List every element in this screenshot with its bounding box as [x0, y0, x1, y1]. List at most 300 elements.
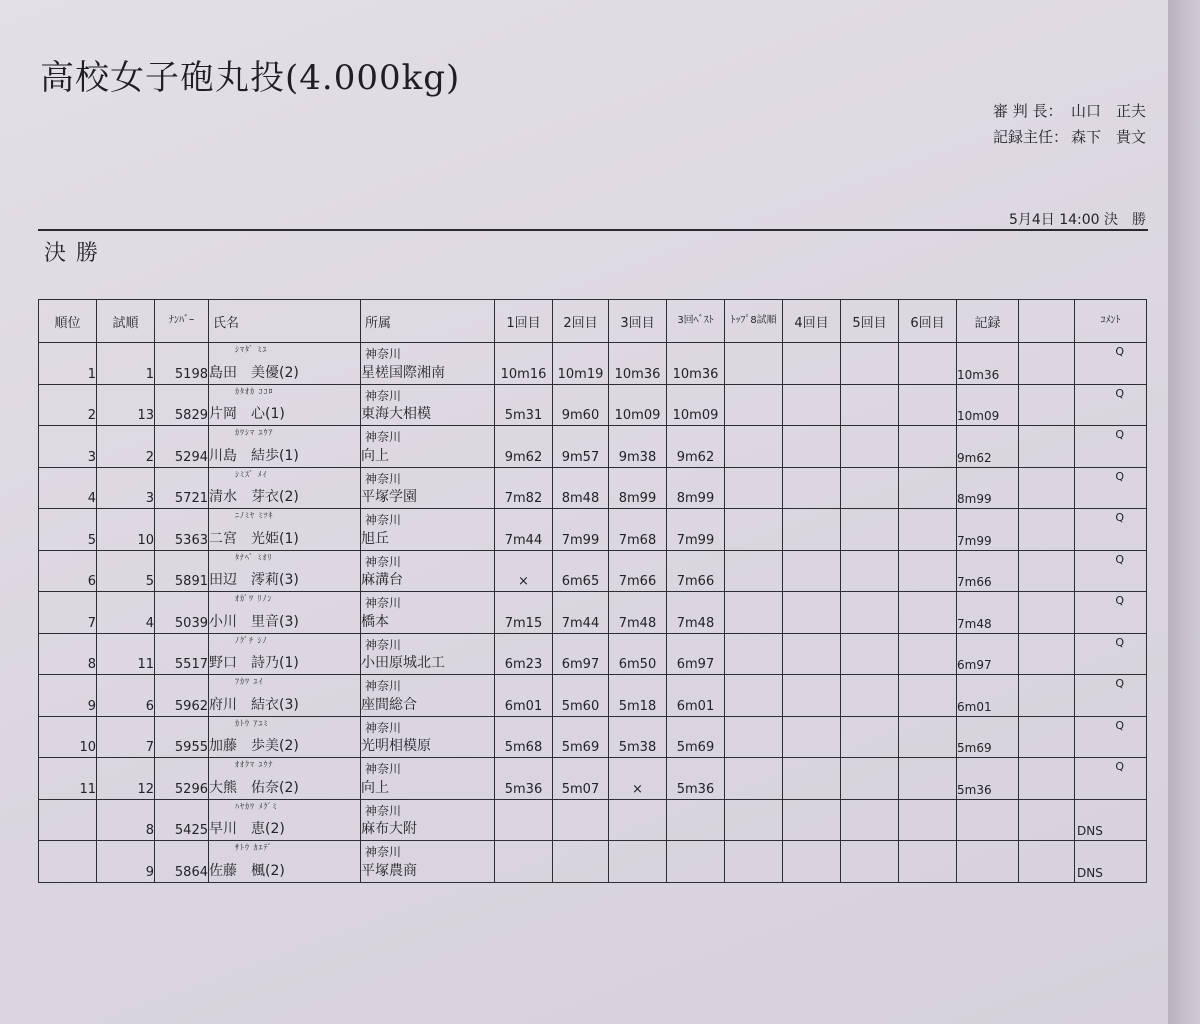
order-cell: 13 — [97, 384, 155, 426]
trial-3-cell: 5m38 — [609, 716, 667, 758]
comment-text: Q — [1115, 511, 1124, 524]
trial-2-cell: 9m57 — [553, 426, 609, 468]
comment-cell — [1075, 716, 1147, 758]
top8-order-cell — [725, 467, 783, 509]
comment-text: Q — [1115, 635, 1124, 649]
comment-text: Q — [1115, 428, 1124, 441]
record-cell: 10m36 — [957, 343, 1019, 385]
trial-3-cell — [609, 799, 667, 841]
header-name: 氏名 — [209, 300, 361, 343]
bib-number-cell: 5864 — [155, 841, 209, 883]
bib-number-cell: 5425 — [155, 799, 209, 841]
trial-1-cell: 7m15 — [495, 592, 553, 634]
team-name: 麻布大附 — [361, 821, 417, 837]
trial-2-cell: 8m48 — [553, 467, 609, 509]
table-row — [39, 467, 1147, 509]
team-cell — [361, 675, 495, 717]
rank-cell: 10 — [39, 716, 97, 758]
top8-order-cell — [725, 343, 783, 385]
header-comment: ｺﾒﾝﾄ — [1075, 300, 1147, 343]
top8-order-cell — [725, 384, 783, 426]
comment-cell — [1075, 550, 1147, 592]
table-row — [39, 758, 1147, 800]
results-table — [38, 299, 1147, 883]
blank-cell — [1019, 467, 1075, 509]
recorder-name: 森下 貴文 — [1070, 128, 1146, 146]
trial-3-cell: 7m68 — [609, 509, 667, 551]
trial-1-cell: 10m16 — [495, 343, 553, 385]
comment-cell — [1075, 592, 1147, 634]
athlete-name: 片岡 心(1) — [209, 406, 285, 422]
header-best-3: 3回ﾍﾞｽﾄ — [667, 300, 725, 343]
trial-1-cell: 5m68 — [495, 716, 553, 758]
trial-6-cell — [899, 716, 957, 758]
order-cell: 4 — [97, 592, 155, 634]
trial-1-cell: 7m44 — [495, 509, 553, 551]
trial-5-cell — [841, 509, 899, 551]
comment-text: Q — [1115, 677, 1124, 690]
record-cell: 7m99 — [957, 509, 1019, 551]
top8-order-cell — [725, 716, 783, 758]
team-cell — [361, 841, 495, 883]
athlete-name: 島田 美優(2) — [209, 364, 299, 381]
header-divider — [38, 229, 1148, 231]
best-3-cell: 5m69 — [667, 716, 725, 758]
rank-cell: 4 — [39, 467, 97, 509]
event-title: 高校女子砲丸投(4.000kg) — [40, 58, 461, 98]
trial-6-cell — [899, 343, 957, 385]
record-cell: 7m66 — [957, 550, 1019, 592]
trial-1-cell — [495, 841, 553, 883]
best-3-cell — [667, 841, 725, 883]
trial-3-cell — [609, 841, 667, 883]
team-name: 東海大相模 — [361, 406, 431, 422]
team-cell — [361, 592, 495, 634]
team-cell — [361, 716, 495, 758]
record-cell: 5m36 — [957, 758, 1019, 800]
rank-cell: 7 — [39, 592, 97, 634]
comment-cell — [1075, 758, 1147, 800]
team-cell — [361, 799, 495, 841]
bib-number-cell: 5198 — [155, 343, 209, 385]
name-kana: ﾊﾔｶﾜ ﾒｸﾞﾐ — [235, 801, 278, 811]
trial-5-cell — [841, 467, 899, 509]
comment-cell — [1075, 675, 1147, 717]
team-name: 橋本 — [361, 613, 389, 630]
best-3-cell: 6m01 — [667, 675, 725, 717]
team-cell — [361, 509, 495, 551]
team-cell — [361, 633, 495, 675]
athlete-name: 佐藤 楓(2) — [209, 862, 285, 879]
trial-4-cell — [783, 841, 841, 883]
trial-6-cell — [899, 592, 957, 634]
trial-4-cell — [783, 509, 841, 551]
record-cell: 8m99 — [957, 467, 1019, 509]
referee-name: 山口 正夫 — [1070, 102, 1146, 120]
comment-text: DNS — [1077, 824, 1103, 838]
trial-6-cell — [899, 799, 957, 841]
rank-cell: 6 — [39, 550, 97, 592]
trial-6-cell — [899, 758, 957, 800]
comment-cell — [1075, 841, 1147, 883]
trial-1-cell — [495, 799, 553, 841]
name-kana: ﾉｸﾞﾁ ｼﾉ — [235, 635, 268, 645]
trial-5-cell — [841, 343, 899, 385]
header-trial-3: 3回目 — [609, 300, 667, 343]
header-rank: 順位 — [39, 300, 97, 343]
trial-6-cell — [899, 550, 957, 592]
header-team: 所属 — [361, 300, 495, 343]
trial-3-cell: 10m09 — [609, 384, 667, 426]
bib-number-cell: 5517 — [155, 633, 209, 675]
blank-cell — [1019, 426, 1075, 468]
order-cell: 6 — [97, 675, 155, 717]
team-cell — [361, 343, 495, 385]
athlete-name: 野口 詩乃(1) — [209, 655, 299, 671]
athlete-name: 川島 結歩(1) — [209, 447, 299, 464]
trial-1-cell: 5m36 — [495, 758, 553, 800]
best-3-cell: 10m09 — [667, 384, 725, 426]
rank-cell — [39, 799, 97, 841]
bib-number-cell: 5363 — [155, 509, 209, 551]
bib-number-cell: 5294 — [155, 426, 209, 468]
name-kana: ﾌｶﾜ ﾕｲ — [235, 677, 264, 686]
name-kana: ｵｵｸﾏ ﾕｳﾅ — [235, 760, 274, 769]
prefecture: 神奈川 — [365, 388, 402, 403]
athlete-name: 清水 芽衣(2) — [209, 489, 299, 505]
blank-cell — [1019, 509, 1075, 551]
trial-2-cell: 5m07 — [553, 758, 609, 800]
best-3-cell: 7m99 — [667, 509, 725, 551]
trial-2-cell: 5m60 — [553, 675, 609, 717]
table-row — [39, 799, 1147, 841]
trial-1-cell: 9m62 — [495, 426, 553, 468]
trial-6-cell — [899, 384, 957, 426]
trial-3-cell: 10m36 — [609, 343, 667, 385]
trial-2-cell — [553, 799, 609, 841]
trial-5-cell — [841, 716, 899, 758]
best-3-cell: 5m36 — [667, 758, 725, 800]
header-trial-1: 1回目 — [495, 300, 553, 343]
table-row — [39, 509, 1147, 551]
trial-5-cell — [841, 758, 899, 800]
name-kana: ｶﾄｳ ｱﾕﾐ — [235, 718, 269, 728]
prefecture: 神奈川 — [365, 554, 402, 569]
rank-cell: 3 — [39, 426, 97, 468]
name-kana: ｵｶﾞﾜ ﾘﾉﾝ — [235, 594, 273, 603]
header-trial-4: 4回目 — [783, 300, 841, 343]
team-name: 平塚農商 — [361, 862, 417, 879]
order-cell: 2 — [97, 426, 155, 468]
header-trial-2: 2回目 — [553, 300, 609, 343]
rank-cell: 1 — [39, 343, 97, 385]
prefecture: 神奈川 — [365, 679, 402, 693]
blank-cell — [1019, 550, 1075, 592]
paper-edge — [1168, 0, 1200, 1024]
top8-order-cell — [725, 758, 783, 800]
header-blank — [1019, 300, 1075, 343]
record-cell — [957, 841, 1019, 883]
blank-cell — [1019, 716, 1075, 758]
top8-order-cell — [725, 799, 783, 841]
recorder-label: 記録主任： — [992, 128, 1068, 146]
team-cell — [361, 426, 495, 468]
team-name: 星槎国際湘南 — [361, 364, 445, 381]
session-info: 5月4日 14:00 決 勝 — [1008, 212, 1146, 228]
team-name: 旭丘 — [361, 530, 389, 547]
athlete-name: 府川 結衣(3) — [209, 696, 299, 713]
trial-3-cell: × — [609, 758, 667, 800]
comment-cell — [1075, 467, 1147, 509]
name-kana: ｶﾜｼﾏ ﾕｳｱ — [235, 428, 274, 437]
order-cell: 12 — [97, 758, 155, 800]
trial-6-cell — [899, 467, 957, 509]
trial-3-cell: 9m38 — [609, 426, 667, 468]
rank-cell: 9 — [39, 675, 97, 717]
prefecture: 神奈川 — [365, 471, 402, 486]
table-row — [39, 716, 1147, 758]
trial-6-cell — [899, 509, 957, 551]
officials-block — [993, 98, 1146, 150]
trial-5-cell — [841, 675, 899, 717]
trial-2-cell — [553, 841, 609, 883]
top8-order-cell — [725, 675, 783, 717]
trial-5-cell — [841, 799, 899, 841]
trial-6-cell — [899, 841, 957, 883]
header-order: 試順 — [97, 300, 155, 343]
name-cell — [209, 716, 361, 758]
name-cell — [209, 426, 361, 468]
order-cell: 11 — [97, 633, 155, 675]
name-kana: ｻﾄｳ ｶｴﾃﾞ — [235, 843, 273, 852]
bib-number-cell: 5891 — [155, 550, 209, 592]
best-3-cell — [667, 799, 725, 841]
name-cell — [209, 550, 361, 592]
top8-order-cell — [725, 592, 783, 634]
trial-2-cell: 6m65 — [553, 550, 609, 592]
trial-4-cell — [783, 550, 841, 592]
order-cell: 3 — [97, 467, 155, 509]
rank-cell: 5 — [39, 509, 97, 551]
team-cell — [361, 467, 495, 509]
record-cell: 5m69 — [957, 716, 1019, 758]
top8-order-cell — [725, 633, 783, 675]
top8-order-cell — [725, 841, 783, 883]
comment-cell — [1075, 426, 1147, 468]
trial-4-cell — [783, 343, 841, 385]
referee-label: 審 判 長： — [992, 102, 1063, 120]
comment-cell — [1075, 384, 1147, 426]
team-name: 向上 — [361, 447, 389, 464]
trial-2-cell: 9m60 — [553, 384, 609, 426]
athlete-name: 早川 恵(2) — [209, 821, 285, 837]
name-cell — [209, 467, 361, 509]
trial-5-cell — [841, 384, 899, 426]
record-cell — [957, 799, 1019, 841]
team-name: 向上 — [361, 779, 389, 796]
blank-cell — [1019, 675, 1075, 717]
table-row — [39, 841, 1147, 883]
athlete-name: 二宮 光姫(1) — [209, 530, 299, 547]
record-cell: 6m01 — [957, 675, 1019, 717]
trial-1-cell: 5m31 — [495, 384, 553, 426]
name-kana: ﾀﾅﾍﾞ ﾐｵﾘ — [235, 552, 273, 562]
blank-cell — [1019, 841, 1075, 883]
trial-1-cell: 6m23 — [495, 633, 553, 675]
record-cell: 9m62 — [957, 426, 1019, 468]
trial-2-cell: 6m97 — [553, 633, 609, 675]
bib-number-cell: 5829 — [155, 384, 209, 426]
trial-6-cell — [899, 675, 957, 717]
record-cell: 7m48 — [957, 592, 1019, 634]
trial-3-cell: 7m66 — [609, 550, 667, 592]
trial-4-cell — [783, 384, 841, 426]
trial-1-cell: × — [495, 550, 553, 592]
best-3-cell: 9m62 — [667, 426, 725, 468]
order-cell: 7 — [97, 716, 155, 758]
team-name: 麻溝台 — [361, 572, 403, 588]
trial-1-cell: 7m82 — [495, 467, 553, 509]
order-cell: 8 — [97, 799, 155, 841]
trial-4-cell — [783, 633, 841, 675]
trial-3-cell: 7m48 — [609, 592, 667, 634]
header-top8-order: ﾄｯﾌﾟ8試順 — [725, 300, 783, 343]
comment-cell — [1075, 509, 1147, 551]
name-cell — [209, 758, 361, 800]
blank-cell — [1019, 799, 1075, 841]
team-name: 小田原城北工 — [361, 655, 445, 671]
top8-order-cell — [725, 509, 783, 551]
trial-5-cell — [841, 633, 899, 675]
trial-4-cell — [783, 758, 841, 800]
rank-cell — [39, 841, 97, 883]
athlete-name: 田辺 澪莉(3) — [209, 572, 299, 588]
name-cell — [209, 509, 361, 551]
best-3-cell: 8m99 — [667, 467, 725, 509]
best-3-cell: 7m66 — [667, 550, 725, 592]
prefecture: 神奈川 — [365, 803, 402, 818]
top8-order-cell — [725, 550, 783, 592]
trial-4-cell — [783, 799, 841, 841]
trial-3-cell: 5m18 — [609, 675, 667, 717]
team-cell — [361, 550, 495, 592]
order-cell: 9 — [97, 841, 155, 883]
name-cell — [209, 633, 361, 675]
table-header-row — [39, 300, 1147, 343]
rank-cell: 8 — [39, 633, 97, 675]
best-3-cell: 6m97 — [667, 633, 725, 675]
bib-number-cell: 5296 — [155, 758, 209, 800]
prefecture: 神奈川 — [365, 347, 402, 361]
name-kana: ﾆﾉﾐﾔ ﾐﾂｷ — [235, 511, 274, 520]
prefecture: 神奈川 — [365, 513, 402, 527]
name-cell — [209, 675, 361, 717]
order-cell: 1 — [97, 343, 155, 385]
comment-cell — [1075, 343, 1147, 385]
blank-cell — [1019, 343, 1075, 385]
trial-2-cell: 7m99 — [553, 509, 609, 551]
trial-3-cell: 8m99 — [609, 467, 667, 509]
top8-order-cell — [725, 426, 783, 468]
best-3-cell: 10m36 — [667, 343, 725, 385]
prefecture: 神奈川 — [365, 596, 402, 610]
trial-4-cell — [783, 426, 841, 468]
athlete-name: 大熊 佑奈(2) — [209, 779, 299, 796]
trial-5-cell — [841, 841, 899, 883]
trial-2-cell: 7m44 — [553, 592, 609, 634]
blank-cell — [1019, 592, 1075, 634]
name-cell — [209, 799, 361, 841]
comment-text: Q — [1115, 345, 1124, 358]
rank-cell: 2 — [39, 384, 97, 426]
athlete-name: 加藤 歩美(2) — [209, 738, 299, 754]
name-cell — [209, 841, 361, 883]
trial-4-cell — [783, 675, 841, 717]
record-cell: 6m97 — [957, 633, 1019, 675]
prefecture: 神奈川 — [365, 762, 402, 776]
header-trial-5: 5回目 — [841, 300, 899, 343]
trial-2-cell: 10m19 — [553, 343, 609, 385]
order-cell: 5 — [97, 550, 155, 592]
trial-4-cell — [783, 592, 841, 634]
comment-text: Q — [1115, 552, 1124, 566]
trial-4-cell — [783, 467, 841, 509]
table-row — [39, 426, 1147, 468]
header-trial-6: 6回目 — [899, 300, 957, 343]
name-cell — [209, 592, 361, 634]
team-name: 平塚学園 — [361, 489, 417, 505]
blank-cell — [1019, 758, 1075, 800]
team-name: 光明相模原 — [361, 738, 431, 754]
comment-text: Q — [1115, 594, 1124, 607]
name-cell — [209, 343, 361, 385]
prefecture: 神奈川 — [365, 720, 402, 735]
record-cell: 10m09 — [957, 384, 1019, 426]
trial-2-cell: 5m69 — [553, 716, 609, 758]
prefecture: 神奈川 — [365, 845, 402, 859]
table-row — [39, 343, 1147, 385]
comment-cell — [1075, 799, 1147, 841]
trial-6-cell — [899, 426, 957, 468]
trial-5-cell — [841, 550, 899, 592]
table-row — [39, 592, 1147, 634]
team-cell — [361, 758, 495, 800]
trial-3-cell: 6m50 — [609, 633, 667, 675]
table-row — [39, 550, 1147, 592]
order-cell: 10 — [97, 509, 155, 551]
trial-4-cell — [783, 716, 841, 758]
bib-number-cell: 5962 — [155, 675, 209, 717]
header-number: ﾅﾝﾊﾞｰ — [155, 300, 209, 343]
trial-5-cell — [841, 592, 899, 634]
name-kana: ｶﾀｵｶ ｺｺﾛ — [235, 386, 274, 396]
trial-1-cell: 6m01 — [495, 675, 553, 717]
prefecture: 神奈川 — [365, 637, 402, 652]
rank-cell: 11 — [39, 758, 97, 800]
comment-text: Q — [1115, 386, 1124, 400]
header-record: 記録 — [957, 300, 1019, 343]
team-cell — [361, 384, 495, 426]
prefecture: 神奈川 — [365, 430, 402, 444]
bib-number-cell: 5955 — [155, 716, 209, 758]
name-cell — [209, 384, 361, 426]
bib-number-cell: 5721 — [155, 467, 209, 509]
bib-number-cell: 5039 — [155, 592, 209, 634]
team-name: 座間総合 — [361, 696, 417, 713]
round-title: 決勝 — [44, 241, 109, 266]
blank-cell — [1019, 633, 1075, 675]
trial-5-cell — [841, 426, 899, 468]
